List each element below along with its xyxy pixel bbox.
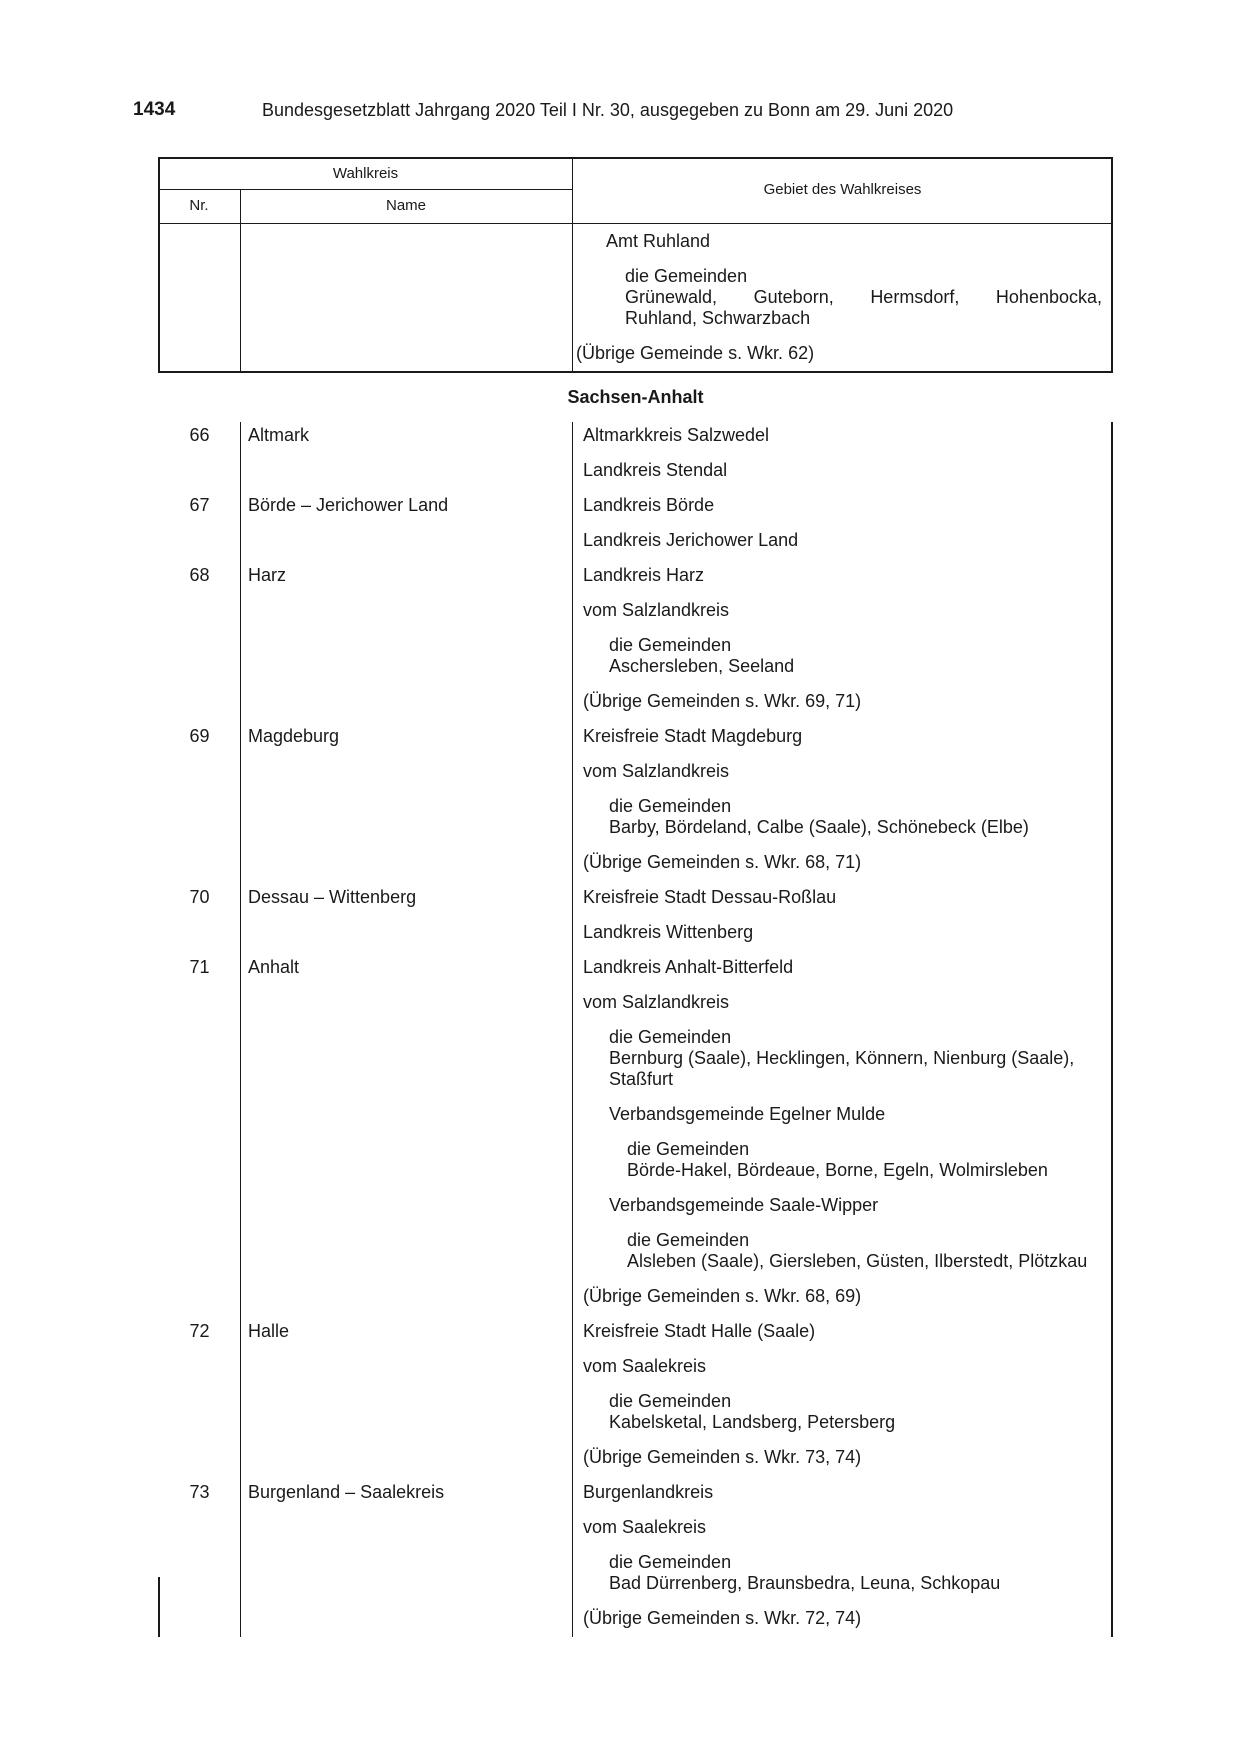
area-line: vom Salzlandkreis xyxy=(583,600,730,620)
row-area xyxy=(571,1027,1113,1090)
row-name xyxy=(241,460,571,481)
row-area xyxy=(571,992,1113,1013)
area-subline: Börde-Hakel, Bördeaue, Borne, Egeln, Wolmirsleben xyxy=(627,1160,1048,1180)
gemeinde-word: Hermsdorf, xyxy=(870,287,960,307)
row-name: Magdeburg xyxy=(248,726,340,746)
table-row xyxy=(158,1517,1113,1538)
table-row xyxy=(158,600,1113,621)
row-name xyxy=(241,1195,571,1216)
row-name xyxy=(241,1027,571,1090)
row-nr xyxy=(158,691,241,712)
area-subline: Bernburg (Saale), Hecklingen, Könnern, Nienburg (Saale), xyxy=(609,1048,1075,1068)
row-name xyxy=(241,1447,571,1468)
area-line: Landkreis Anhalt-Bitterfeld xyxy=(583,957,794,977)
row-name: Börde – Jerichower Land xyxy=(248,495,449,515)
area-line: vom Salzlandkreis xyxy=(583,992,730,1012)
row-name xyxy=(241,852,571,873)
row-nr xyxy=(158,530,241,551)
area-line: Landkreis Börde xyxy=(583,495,715,515)
area-line: vom Salzlandkreis xyxy=(583,761,730,781)
row-name: Halle xyxy=(248,1321,290,1341)
table-row xyxy=(158,1195,1113,1216)
row-nr xyxy=(158,1608,241,1629)
row-nr xyxy=(158,796,241,838)
row-name xyxy=(241,1608,571,1629)
area-line: die Gemeinden xyxy=(609,1552,732,1572)
row-name xyxy=(241,1104,571,1125)
area-line: (Übrige Gemeinden s. Wkr. 73, 74) xyxy=(583,1447,862,1467)
row-name: Altmark xyxy=(248,425,310,445)
area-subline: Bad Dürrenberg, Braunsbedra, Leuna, Schkopau xyxy=(609,1573,1001,1593)
row-name xyxy=(241,1356,571,1377)
table-row xyxy=(158,565,1113,586)
area-line: die Gemeinden xyxy=(609,1391,732,1411)
area-line: Landkreis Stendal xyxy=(583,460,728,480)
header-wahlkreis: Wahlkreis xyxy=(332,165,399,182)
table-row xyxy=(158,495,1113,516)
row-area xyxy=(571,565,1113,586)
area-subline: Alsleben (Saale), Giersleben, Güsten, Ilberstedt, Plötzkau xyxy=(627,1251,1088,1271)
table-row xyxy=(158,425,1113,446)
table-row xyxy=(158,761,1113,782)
table-row xyxy=(158,635,1113,677)
row-nr: 71 xyxy=(189,957,210,977)
table-row xyxy=(158,1447,1113,1468)
row-nr xyxy=(158,1230,241,1272)
row-area xyxy=(571,796,1113,838)
row-area xyxy=(571,1230,1113,1272)
row-nr xyxy=(158,1517,241,1538)
row-area xyxy=(571,1195,1113,1216)
row-name xyxy=(241,922,571,943)
gemeinde-word: Guteborn, xyxy=(753,287,834,307)
row-area xyxy=(571,1321,1113,1342)
table-row xyxy=(158,1139,1113,1181)
area-line: (Übrige Gemeinden s. Wkr. 72, 74) xyxy=(583,1608,862,1628)
row-nr xyxy=(158,1195,241,1216)
row-area xyxy=(571,600,1113,621)
row-area xyxy=(571,922,1113,943)
row-area xyxy=(571,425,1113,446)
row-name xyxy=(241,1139,571,1181)
row-area xyxy=(571,1356,1113,1377)
table-row xyxy=(158,530,1113,551)
row-area xyxy=(571,1391,1113,1433)
row-nr xyxy=(158,1552,241,1594)
row-name xyxy=(241,1517,571,1538)
table-row xyxy=(158,887,1113,908)
constituency-rows xyxy=(158,425,1113,1643)
row-area xyxy=(571,691,1113,712)
row-nr xyxy=(158,992,241,1013)
area-subline: Kabelsketal, Landsberg, Petersberg xyxy=(609,1412,896,1432)
area-line: (Übrige Gemeinden s. Wkr. 68, 71) xyxy=(583,852,862,872)
row-area xyxy=(571,460,1113,481)
row-area xyxy=(571,530,1113,551)
gemeinden-list xyxy=(570,287,1108,308)
table-row xyxy=(158,852,1113,873)
area-line: Verbandsgemeinde Egelner Mulde xyxy=(609,1104,886,1124)
area-line: die Gemeinden xyxy=(627,1139,750,1159)
header-nr: Nr. xyxy=(189,197,209,214)
area-subline: Staßfurt xyxy=(609,1069,674,1089)
row-nr xyxy=(158,600,241,621)
row-name xyxy=(241,691,571,712)
area-line: die Gemeinden xyxy=(627,1230,750,1250)
row-area xyxy=(571,635,1113,677)
table-row xyxy=(158,992,1113,1013)
row-area xyxy=(571,1482,1113,1503)
row-area xyxy=(571,1139,1113,1181)
area-line: Altmarkkreis Salzwedel xyxy=(583,425,770,445)
continuation-block xyxy=(570,231,1108,364)
table-row xyxy=(158,957,1113,978)
table-row xyxy=(158,796,1113,838)
area-line: Landkreis Jerichower Land xyxy=(583,530,799,550)
table-row xyxy=(158,1482,1113,1503)
area-line: Kreisfreie Stadt Magdeburg xyxy=(583,726,803,746)
row-area xyxy=(571,1447,1113,1468)
remaining-note: (Übrige Gemeinde s. Wkr. 62) xyxy=(576,343,815,363)
row-name xyxy=(241,992,571,1013)
table-row xyxy=(158,1552,1113,1594)
area-line: Landkreis Wittenberg xyxy=(583,922,754,942)
row-name xyxy=(241,530,571,551)
row-name: Dessau – Wittenberg xyxy=(248,887,417,907)
table-row xyxy=(158,1104,1113,1125)
row-nr xyxy=(158,1027,241,1090)
row-nr xyxy=(158,460,241,481)
row-area xyxy=(571,887,1113,908)
area-line: die Gemeinden xyxy=(609,635,732,655)
table-row xyxy=(158,1391,1113,1433)
row-name xyxy=(241,1391,571,1433)
row-area xyxy=(571,726,1113,747)
row-area xyxy=(571,1608,1113,1629)
amt-ruhland: Amt Ruhland xyxy=(606,231,711,251)
row-area xyxy=(571,761,1113,782)
header-name: Name xyxy=(385,197,426,214)
table-row xyxy=(158,726,1113,747)
area-line: Landkreis Harz xyxy=(583,565,705,585)
area-line: (Übrige Gemeinden s. Wkr. 69, 71) xyxy=(583,691,862,711)
page-number: 1434 xyxy=(133,99,176,120)
table-row xyxy=(158,1356,1113,1377)
row-nr xyxy=(158,1356,241,1377)
row-nr: 70 xyxy=(189,887,210,907)
row-name xyxy=(241,600,571,621)
table-row xyxy=(158,1321,1113,1342)
row-nr: 68 xyxy=(189,565,210,585)
area-line: vom Saalekreis xyxy=(583,1356,707,1376)
row-name xyxy=(241,635,571,677)
row-area xyxy=(571,1552,1113,1594)
area-line: (Übrige Gemeinden s. Wkr. 68, 69) xyxy=(583,1286,862,1306)
row-name xyxy=(241,796,571,838)
row-nr: 66 xyxy=(189,425,210,445)
area-line: Kreisfreie Stadt Halle (Saale) xyxy=(583,1321,816,1341)
row-nr: 72 xyxy=(189,1321,210,1341)
area-line: die Gemeinden xyxy=(609,1027,732,1047)
row-area xyxy=(571,1104,1113,1125)
table-row xyxy=(158,922,1113,943)
gemeinden-label: die Gemeinden xyxy=(625,266,748,286)
area-line: Kreisfreie Stadt Dessau-Roßlau xyxy=(583,887,837,907)
area-line: die Gemeinden xyxy=(609,796,732,816)
header-gebiet: Gebiet des Wahlkreises xyxy=(763,181,922,198)
row-area xyxy=(571,495,1113,516)
area-subline: Aschersleben, Seeland xyxy=(609,656,795,676)
gemeinden-list-2: Ruhland, Schwarzbach xyxy=(625,308,811,328)
row-nr xyxy=(158,922,241,943)
row-nr xyxy=(158,1286,241,1307)
gemeinde-word: Grünewald, xyxy=(625,287,718,307)
row-nr xyxy=(158,1139,241,1181)
row-name xyxy=(241,1230,571,1272)
table-row xyxy=(158,460,1113,481)
row-nr: 73 xyxy=(189,1482,210,1502)
row-area xyxy=(571,1286,1113,1307)
row-name xyxy=(241,761,571,782)
table-row xyxy=(158,1230,1113,1272)
row-nr: 67 xyxy=(189,495,210,515)
row-nr: 69 xyxy=(189,726,210,746)
row-nr xyxy=(158,1447,241,1468)
area-line: vom Saalekreis xyxy=(583,1517,707,1537)
running-title: Bundesgesetzblatt Jahrgang 2020 Teil I Nr. 30, ausgegeben zu Bonn am 29. Juni 2020 xyxy=(262,100,954,120)
area-subline: Barby, Bördeland, Calbe (Saale), Schönebeck (Elbe) xyxy=(609,817,1029,837)
row-name xyxy=(241,1552,571,1594)
gemeinde-word: Hohenbocka, xyxy=(995,287,1102,307)
table-row xyxy=(158,1286,1113,1307)
row-nr xyxy=(158,761,241,782)
row-area xyxy=(571,1517,1113,1538)
area-line: Burgenlandkreis xyxy=(583,1482,714,1502)
table-row xyxy=(158,1608,1113,1629)
row-nr xyxy=(158,852,241,873)
row-name xyxy=(241,1286,571,1307)
area-line: Verbandsgemeinde Saale-Wipper xyxy=(609,1195,879,1215)
row-name: Harz xyxy=(248,565,287,585)
row-area xyxy=(571,852,1113,873)
table-row xyxy=(158,1027,1113,1090)
row-name: Anhalt xyxy=(248,957,300,977)
row-nr xyxy=(158,1104,241,1125)
row-nr xyxy=(158,1391,241,1433)
row-nr xyxy=(158,635,241,677)
state-heading: Sachsen-Anhalt xyxy=(567,387,704,407)
row-area xyxy=(571,957,1113,978)
table-row xyxy=(158,691,1113,712)
row-name: Burgenland – Saalekreis xyxy=(248,1482,445,1502)
